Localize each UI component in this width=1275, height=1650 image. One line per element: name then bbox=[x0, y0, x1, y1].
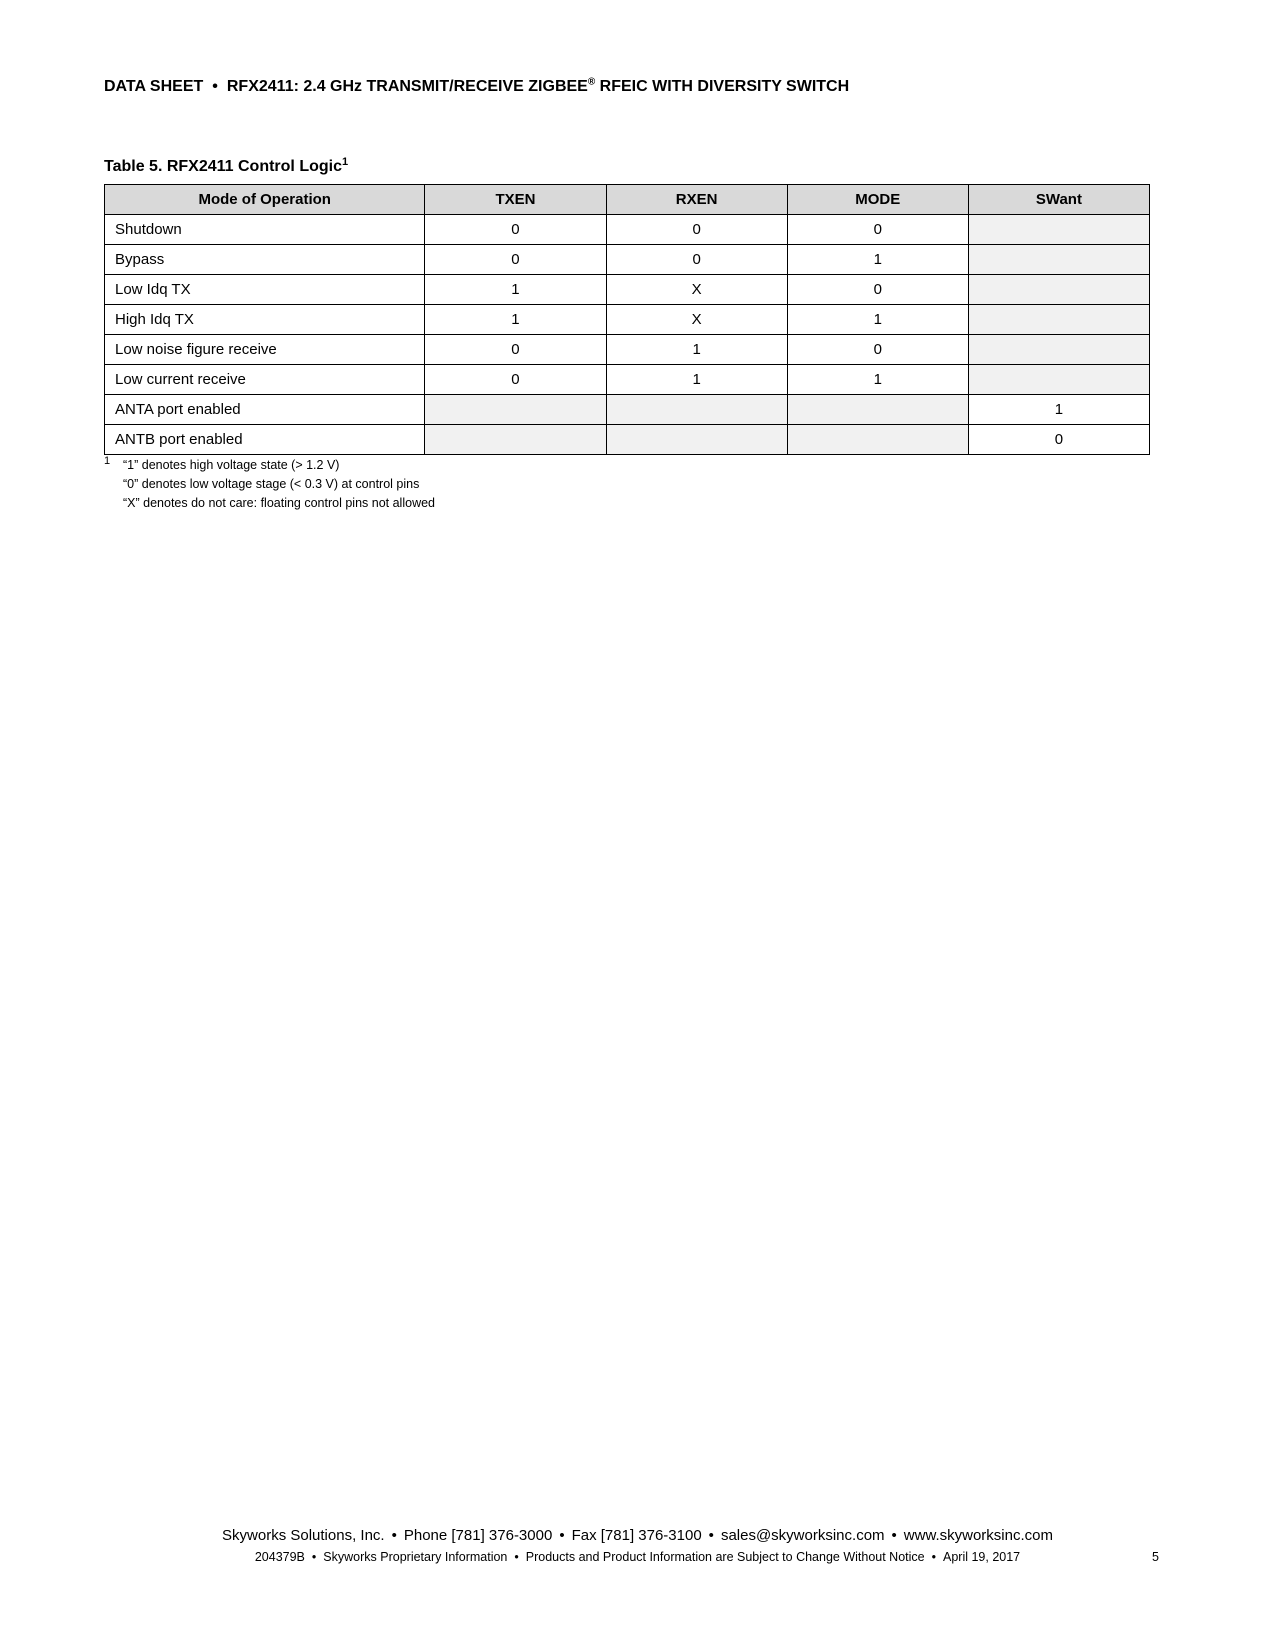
table-cell: 1 bbox=[787, 365, 968, 395]
table-header-row bbox=[105, 185, 1150, 215]
table-cell: 0 bbox=[425, 365, 606, 395]
table-row bbox=[105, 395, 1150, 425]
table-cell: 1 bbox=[425, 305, 606, 335]
footer-bullet: • bbox=[514, 1550, 519, 1564]
registered-mark: ® bbox=[587, 76, 596, 88]
table-cell: X bbox=[606, 305, 787, 335]
table-cell: 0 bbox=[968, 425, 1149, 455]
table-row bbox=[105, 305, 1150, 335]
footer-bullet: • bbox=[891, 1527, 897, 1544]
table-cell: 0 bbox=[425, 335, 606, 365]
table-cell bbox=[787, 425, 968, 455]
table-cell: 0 bbox=[787, 335, 968, 365]
table-cell: 0 bbox=[787, 215, 968, 245]
page-header bbox=[104, 78, 849, 96]
footnote-marker: 1 bbox=[104, 455, 111, 467]
change-notice: Products and Product Information are Subject to Change Without Notice bbox=[525, 1550, 925, 1564]
footnote-line: “0” denotes low voltage stage (< 0.3 V) at control pins bbox=[123, 477, 420, 491]
table-cell bbox=[968, 275, 1149, 305]
footer-bullet: • bbox=[391, 1527, 397, 1544]
table-cell: 1 bbox=[606, 365, 787, 395]
table-cell bbox=[968, 365, 1149, 395]
table-cell: 1 bbox=[968, 395, 1149, 425]
table-cell: ANTA port enabled bbox=[105, 395, 425, 425]
table-cell: Low current receive bbox=[105, 365, 425, 395]
table-cell bbox=[968, 305, 1149, 335]
company-name: Skyworks Solutions, Inc. bbox=[222, 1527, 385, 1544]
table-cell: 0 bbox=[425, 215, 606, 245]
table-row bbox=[105, 275, 1150, 305]
table-row bbox=[105, 365, 1150, 395]
phone-number: Phone [781] 376-3000 bbox=[403, 1527, 553, 1544]
column-header: MODE bbox=[787, 185, 968, 215]
column-header: Mode of Operation bbox=[105, 185, 425, 215]
table-cell bbox=[606, 395, 787, 425]
table-cell: 0 bbox=[606, 245, 787, 275]
table-row bbox=[105, 245, 1150, 275]
table-row bbox=[105, 335, 1150, 365]
table-cell: 1 bbox=[787, 245, 968, 275]
header-bullet: • bbox=[212, 78, 218, 95]
table-cell bbox=[425, 395, 606, 425]
footer-bullet: • bbox=[311, 1550, 317, 1564]
document-date: April 19, 2017 bbox=[943, 1550, 1021, 1564]
table-cell: 1 bbox=[425, 275, 606, 305]
table-cell: 0 bbox=[606, 215, 787, 245]
table-cell: 1 bbox=[606, 335, 787, 365]
doc-title-rest: RFEIC WITH DIVERSITY SWITCH bbox=[595, 78, 850, 95]
table-cell bbox=[425, 425, 606, 455]
doc-type-label: DATA SHEET bbox=[104, 78, 204, 95]
table-cell: X bbox=[606, 275, 787, 305]
table-row bbox=[105, 215, 1150, 245]
table-cell: Shutdown bbox=[105, 215, 425, 245]
column-header: RXEN bbox=[606, 185, 787, 215]
website-url: www.skyworksinc.com bbox=[903, 1527, 1053, 1544]
table-title-footnote-ref: 1 bbox=[341, 156, 349, 168]
footer-bullet: • bbox=[708, 1527, 714, 1544]
footer-bullet: • bbox=[931, 1550, 936, 1564]
table-cell: Low noise figure receive bbox=[105, 335, 425, 365]
sales-email: sales@skyworksinc.com bbox=[720, 1527, 885, 1544]
doc-title: RFX2411: 2.4 GHz TRANSMIT/RECEIVE ZIGBEE bbox=[226, 78, 588, 95]
fax-number: Fax [781] 376-3100 bbox=[571, 1527, 702, 1544]
table-cell: 0 bbox=[787, 275, 968, 305]
table-cell bbox=[787, 395, 968, 425]
column-header: TXEN bbox=[425, 185, 606, 215]
table-cell bbox=[968, 245, 1149, 275]
table-cell bbox=[606, 425, 787, 455]
table-cell bbox=[968, 335, 1149, 365]
table-row bbox=[105, 425, 1150, 455]
footer-contact-line bbox=[0, 1527, 1275, 1544]
table-cell: High Idq TX bbox=[105, 305, 425, 335]
table-footnote bbox=[104, 456, 435, 513]
footer-bullet: • bbox=[559, 1527, 565, 1544]
footnote-line: “X” denotes do not care: floating control pins not allowed bbox=[123, 496, 435, 510]
table-title-text: Table 5. RFX2411 Control Logic bbox=[104, 158, 342, 175]
table-cell: 0 bbox=[425, 245, 606, 275]
column-header: SWant bbox=[968, 185, 1149, 215]
footnote-line: “1” denotes high voltage state (> 1.2 V) bbox=[123, 458, 340, 472]
table-title bbox=[104, 158, 348, 176]
table-cell bbox=[968, 215, 1149, 245]
table-cell: Bypass bbox=[105, 245, 425, 275]
document-number: 204379B bbox=[254, 1550, 305, 1564]
proprietary-notice: Skyworks Proprietary Information bbox=[323, 1550, 508, 1564]
control-logic-table bbox=[104, 184, 1150, 455]
table-cell: Low Idq TX bbox=[105, 275, 425, 305]
table-cell: ANTB port enabled bbox=[105, 425, 425, 455]
page-number: 5 bbox=[1152, 1550, 1159, 1564]
footer-legal-line bbox=[0, 1550, 1275, 1564]
table-cell: 1 bbox=[787, 305, 968, 335]
